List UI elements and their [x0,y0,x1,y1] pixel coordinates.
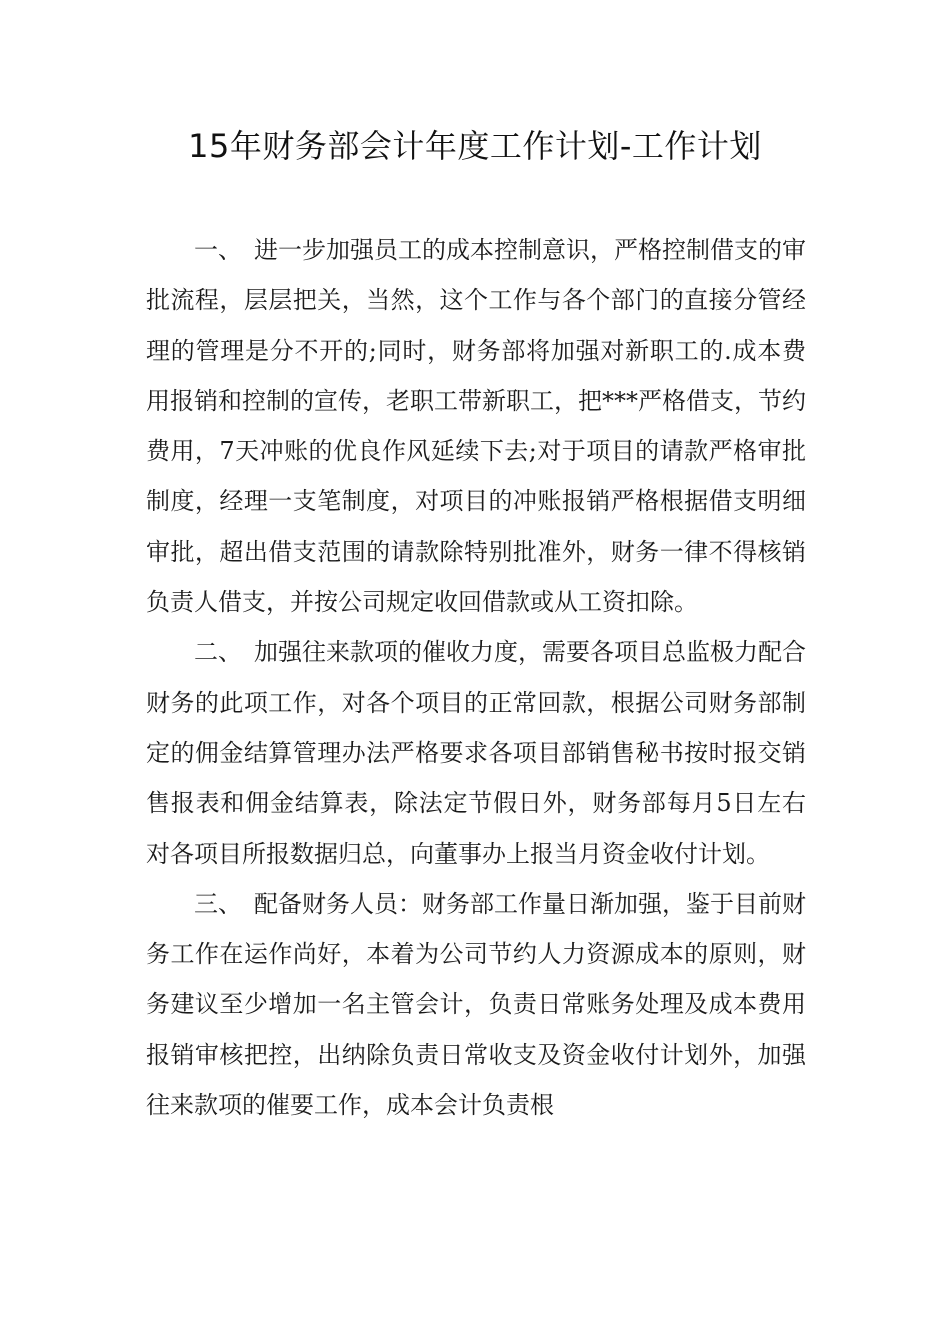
paragraph-1 [146,225,806,627]
paragraph-marker: 一、 [194,236,242,264]
paragraph-2 [146,627,806,878]
paragraph-text: 加强往来款项的催收力度，需要各项目总监极力配合财务的此项工作，对各个项目的正常回款，根据公司财务部制定的佣金结算管理办法严格要求各项目部销售秘书按时报交销售报表和佣金结算表，除法定节假日外，财务部每月5日左右对各项目所报数据归总，向董事办上报当月资金收付计划。 [146,638,806,868]
paragraph-text: 配备财务人员：财务部工作量日渐加强，鉴于目前财务工作在运作尚好，本着为公司节约人力资源成本的原则，财务建议至少增加一名主管会计，负责日常账务处理及成本费用报销审核把控，出纳除负责日常收支及资金收付计划外，加强往来款项的催要工作，成本会计负责根 [146,889,806,1120]
document-body [146,225,806,1130]
paragraph-marker: 二、 [194,638,242,667]
paragraph-3 [146,879,806,1130]
paragraph-marker: 三、 [194,889,242,918]
document-title: 15年财务部会计年度工作计划-工作计划 [188,127,762,165]
paragraph-text: 进一步加强员工的成本控制意识，严格控制借支的审批流程，层层把关，当然，这个工作与各个部门的直接分管经理的管理是分不开的;同时，财务部将加强对新职工的.成本费用报销和控制的宣传，老职工带新职工，把***严格借支，节约费用，7天冲账的优良作风延续下去;对于项目的请款严格审批制度，经理一支笔制度，对项目的冲账报销严格根据借支明细审批，超出借支范围的请款除特别批准外，财务一律不得核销负责人借支，并按公司规定收回借款或从工资扣除。 [146,236,806,617]
